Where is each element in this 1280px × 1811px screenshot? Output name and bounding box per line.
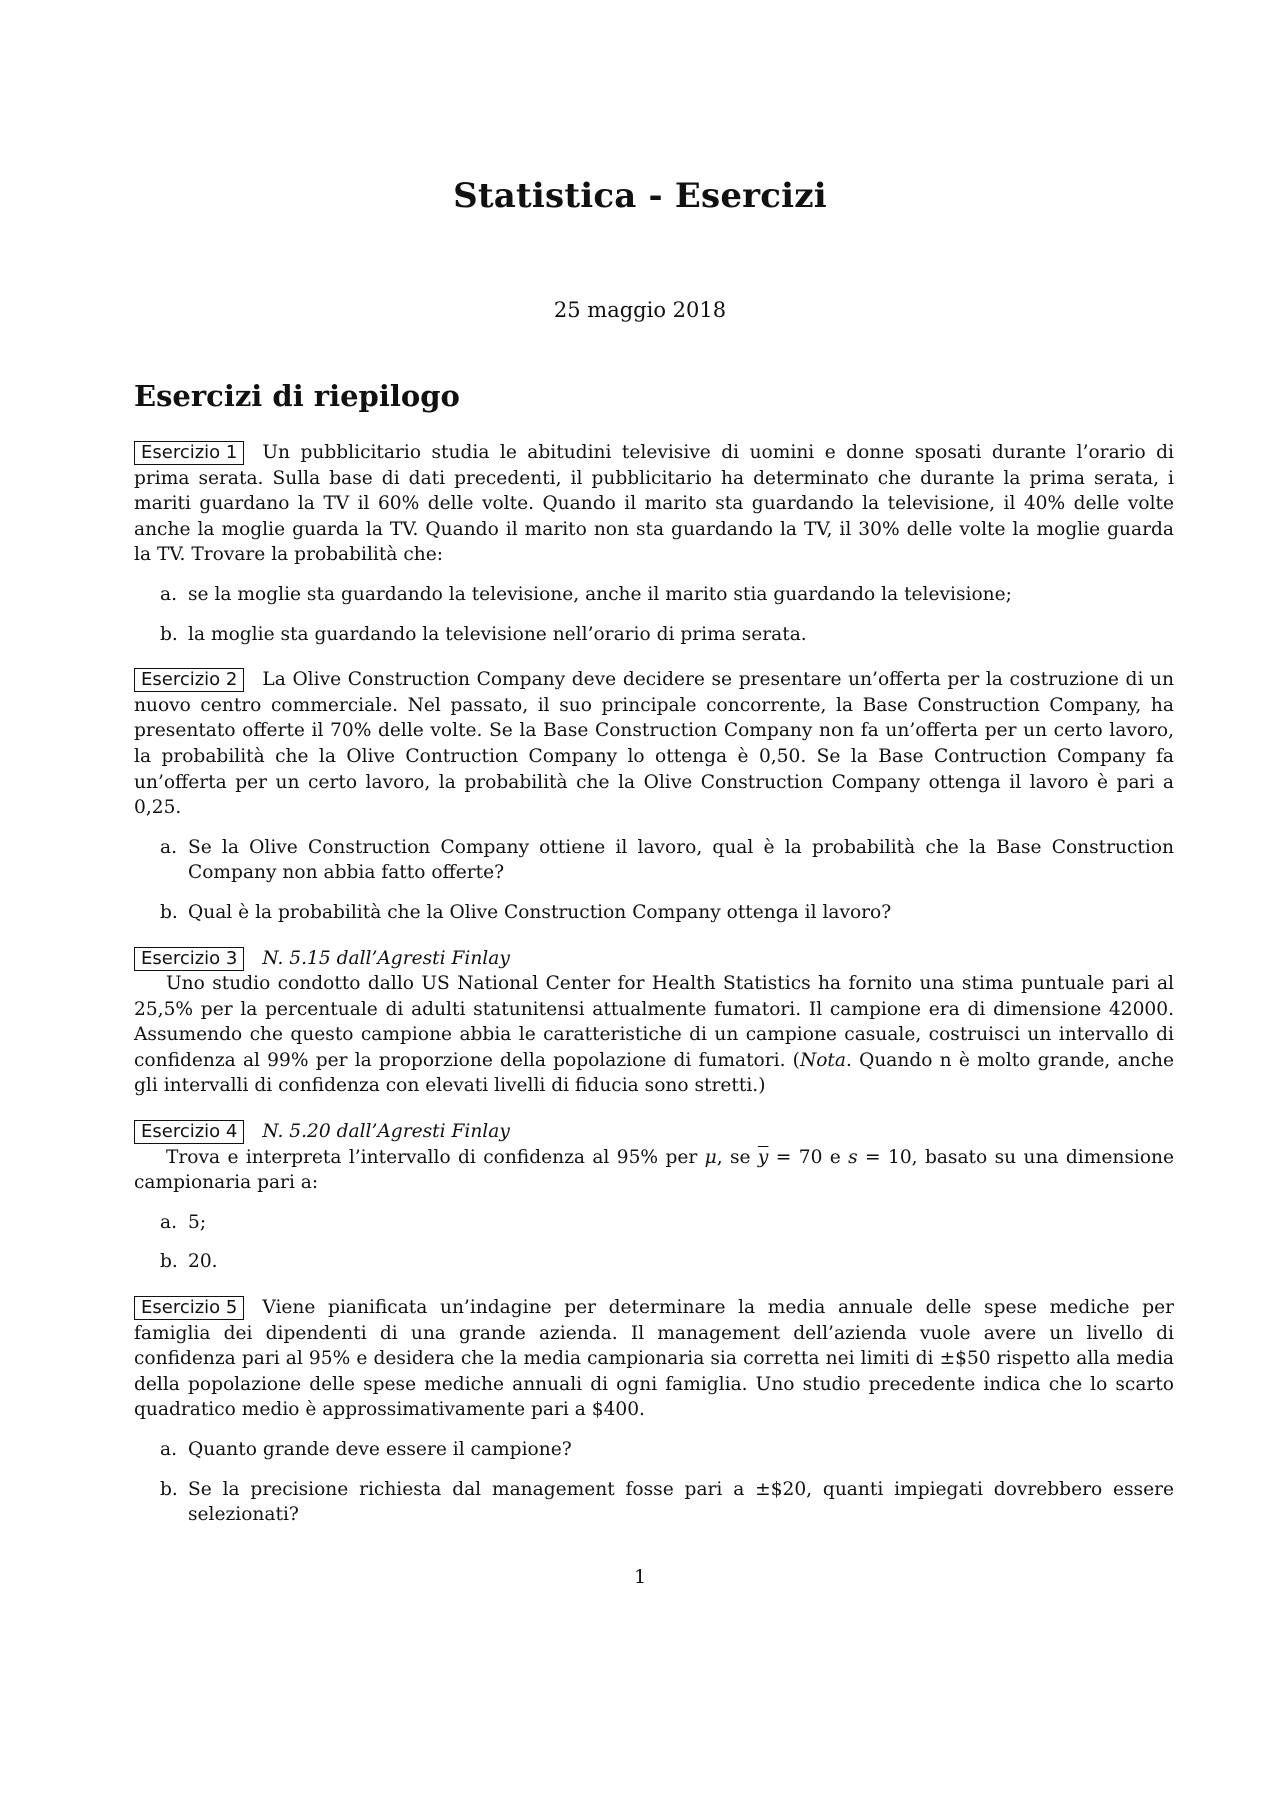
exercise-2-text xyxy=(134,667,1174,821)
exercise-2-label: Esercizio 2 xyxy=(134,668,244,692)
exercise-3-note-label: Nota. xyxy=(799,1049,852,1071)
item-letter: b. xyxy=(160,1478,178,1500)
exercise-2 xyxy=(134,667,1174,925)
page-number: 1 xyxy=(633,1566,647,1588)
exercise-1-body: Un pubblicitario studia le abitudini televisive di uomini e donne sposati durante l’orario di prima serata. Sulla base di dati precedenti, il pubblicitario ha determinato che durante la prima serata, i mariti guardano la TV il 60% delle volte. Quando il marito sta guardando la televisione, il 40% delle volte anche la moglie guarda la TV. Quando il marito non sta guardando la TV, il 30% delle volte la moglie guarda la TV. Trovare la probabilità che: xyxy=(134,442,1174,566)
exercise-2-body: La Olive Construction Company deve decidere se presentare un’offerta per la costruzione di un nuovo centro commerciale. Nel passato, il suo principale concorrente, la Base Construction Company, ha presentato offerte il 70% delle volte. Se la Base Construction Company non fa un’offerta per un certo lavoro, la probabilità che la Olive Contruction Company lo ottenga è 0,50. Se la Base Contruction Company fa un’offerta per un certo lavoro, la probabilità che la Olive Construction Company ottenga il lavoro è pari a 0,25. xyxy=(134,669,1174,819)
list-item xyxy=(134,1249,1174,1275)
list-item xyxy=(134,1437,1174,1463)
item-text: Se la precisione richiesta dal management fosse pari a ±$20, quanti impiegati dovrebbero essere selezionati? xyxy=(188,1478,1174,1526)
exercise-3-label: Esercizio 3 xyxy=(134,947,244,971)
exercise-4-header xyxy=(134,1119,1174,1145)
list-item xyxy=(134,1477,1174,1528)
exercise-5-label: Esercizio 5 xyxy=(134,1296,244,1320)
exercise-5-items xyxy=(134,1437,1174,1528)
item-letter: a. xyxy=(160,1439,177,1460)
list-item xyxy=(134,622,1174,648)
item-letter: b. xyxy=(160,1251,178,1273)
item-letter: b. xyxy=(160,623,178,645)
exercise-1-items xyxy=(134,582,1174,647)
document-title: Statistica - Esercizi xyxy=(453,176,827,216)
exercise-3-body xyxy=(134,971,1174,1099)
item-letter: b. xyxy=(160,901,178,923)
exercise-3-body-part2: Quando n è molto grande, anche gli intervalli di confidenza con elevati livelli di fiducia sono stretti.) xyxy=(134,1049,1174,1097)
exercise-2-items xyxy=(134,835,1174,926)
item-text: Se la Olive Construction Company ottiene il lavoro, qual è la probabilità che la Base Construction Company non abbia fatto offerte? xyxy=(188,836,1174,884)
exercise-4-label: Esercizio 4 xyxy=(134,1120,244,1144)
list-item xyxy=(134,900,1174,926)
exercise-5-body: Viene pianificata un’indagine per determinare la media annuale delle spese mediche per famiglia dei dipendenti di una grande azienda. Il management dell’azienda vuole avere un livello di confidenza pari al 95% e desidera che la media campionaria sia corretta nei limiti di ±$50 rispetto alla media della popolazione delle spese mediche annuali di ogni famiglia. Uno studio precedente indica che lo scarto quadratico medio è approssimativamente pari a $400. xyxy=(134,1297,1174,1421)
exercise-1-label: Esercizio 1 xyxy=(134,441,244,465)
exercise-4-source: N. 5.20 dall’Agresti Finlay xyxy=(262,1121,510,1143)
mu-symbol: μ xyxy=(704,1146,717,1168)
exercise-4-body-part4: = 10, basato su una dimensione campionaria pari a: xyxy=(134,1146,1175,1194)
exercise-4-items xyxy=(134,1210,1174,1275)
item-text: la moglie sta guardando la televisione nell’orario di prima serata. xyxy=(188,623,807,645)
item-text: Quanto grande deve essere il campione? xyxy=(188,1439,572,1460)
exercise-3-source: N. 5.15 dall’Agresti Finlay xyxy=(262,947,510,969)
item-letter: a. xyxy=(160,836,177,858)
exercise-4-body-part1: Trova e interpreta l’intervallo di confidenza al 95% per xyxy=(166,1146,705,1168)
exercise-3 xyxy=(134,946,1174,1100)
item-text: 5; xyxy=(188,1211,207,1233)
item-letter: a. xyxy=(160,583,177,605)
document-content xyxy=(134,378,1174,1548)
list-item xyxy=(134,1210,1174,1236)
item-text: 20. xyxy=(188,1251,218,1273)
exercise-4-body xyxy=(134,1145,1174,1196)
exercise-4-body-part3: = 70 e xyxy=(768,1146,849,1168)
item-letter: a. xyxy=(160,1211,177,1233)
list-item xyxy=(134,582,1174,608)
item-text: Qual è la probabilità che la Olive Construction Company ottenga il lavoro? xyxy=(188,901,892,923)
ybar-symbol: $\overline{y}$ xyxy=(757,1146,769,1168)
item-text: se la moglie sta guardando la televisione, anche il marito stia guardando la televisione; xyxy=(188,583,1012,605)
list-item xyxy=(134,835,1174,886)
exercise-3-header xyxy=(134,946,1174,972)
s-symbol: s xyxy=(848,1146,858,1168)
exercise-5-text xyxy=(134,1295,1174,1423)
exercise-3-body-part1: Uno studio condotto dallo US National Center for Health Statistics ha fornito una stima puntuale pari al 25,5% per la percentuale di adulti statunitensi attualmente fumatori. Il campione era di dimensione 42000. Assumendo che questo campione abbia le caratteristiche di un campione casuale, costruisci un intervallo di confidenza al 99% per la proporzione della popolazione di fumatori. ( xyxy=(134,973,1174,1071)
exercise-4-body-part2: , se xyxy=(716,1146,758,1168)
section-title: Esercizi di riepilogo xyxy=(134,379,460,413)
exercise-4 xyxy=(134,1119,1174,1275)
exercise-5 xyxy=(134,1295,1174,1528)
document-date: 25 maggio 2018 xyxy=(553,298,727,322)
exercise-1-text xyxy=(134,440,1174,568)
exercise-1 xyxy=(134,440,1174,647)
